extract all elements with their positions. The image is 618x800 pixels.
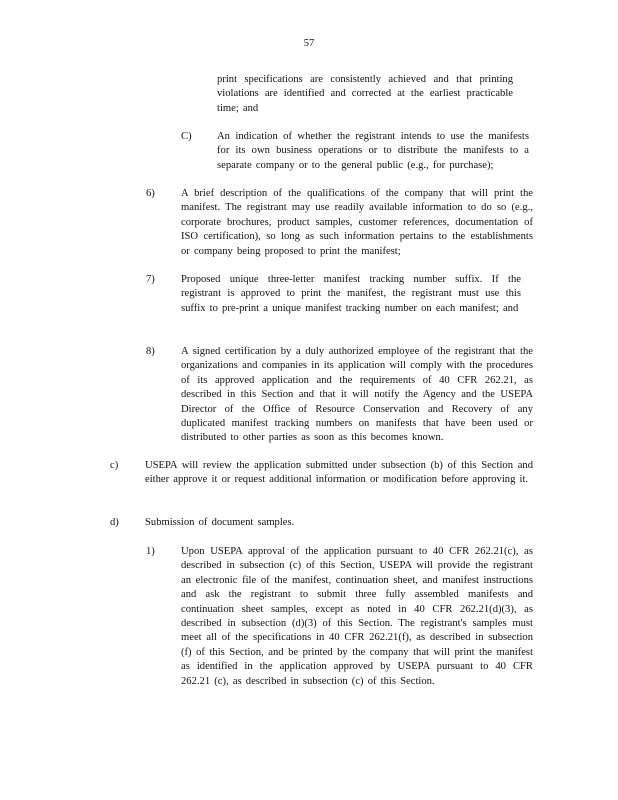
item-d1-label: 1) — [146, 546, 155, 557]
item-C-label: C) — [181, 131, 192, 142]
item-d1-text: Upon USEPA approval of the application pursuant to 40 CFR 262.21(c), as described in subsection (c) of this Section, USEPA will provide the registrant an electronic file of the manifest, continuation sheet, and manifest instructions and ask the registrant to submit three fully assembled manifests and continuation sheet samples, except as noted in 40 CFR 262.21(d)(3), as described in subsection (d)(3) of this Section. The registrant's samples must meet all of the specifications in 40 CFR 262.21(f), as described in subsection (f) of this Section, and be printed by the company that will print the manifest as identified in the application approved by USEPA pursuant to 40 CFR 262.21 (c), as described in subsection (c) of this Section. — [181, 546, 533, 687]
item-7-text: Proposed unique three-letter manifest tracking number suffix. If the registrant is approved to print the manifest, the registrant must use this suffix to pre-print a unique manifest tracking number on each manifest; and — [181, 274, 521, 314]
item-d-label: d) — [110, 517, 119, 528]
item-c-label: c) — [110, 460, 119, 471]
continuation-paragraph: print specifications are consistently achieved and that printing violations are identified and corrected at the earliest practicable time; and — [217, 74, 513, 114]
item-7-label: 7) — [146, 274, 155, 285]
item-8-text: A signed certification by a duly authorized employee of the registrant that the organizations and companies in its application will comply with the procedures of its approved application and the requirements of 40 CFR 262.21, as described in this Section and that it will notify the Agency and the USEPA Director of the Office of Resource Conservation and Recovery of any duplicated manifest tracking numbers on manifests that have been used or distributed to other parties as soon as this becomes known. — [181, 346, 533, 444]
page-number: 57 — [303, 38, 315, 49]
item-6-text: A brief description of the qualifications of the company that will print the manifest. The registrant may use readily available information to do so (e.g., corporate brochures, product samples, customer references, documentation of ISO certification), so long as such information pertains to the establishments or company being proposed to print the manifest; — [181, 188, 533, 257]
item-d-heading: Submission of document samples. — [145, 517, 295, 528]
item-c-text: USEPA will review the application submitted under subsection (b) of this Section and either approve it or request additional information or modification before approving it. — [145, 460, 533, 486]
item-8-label: 8) — [146, 346, 155, 357]
item-6-label: 6) — [146, 188, 155, 199]
item-C-text: An indication of whether the registrant intends to use the manifests for its own business operations or to distribute the manifests to a separate company or to the general public (e.g., for purchase); — [217, 131, 529, 171]
